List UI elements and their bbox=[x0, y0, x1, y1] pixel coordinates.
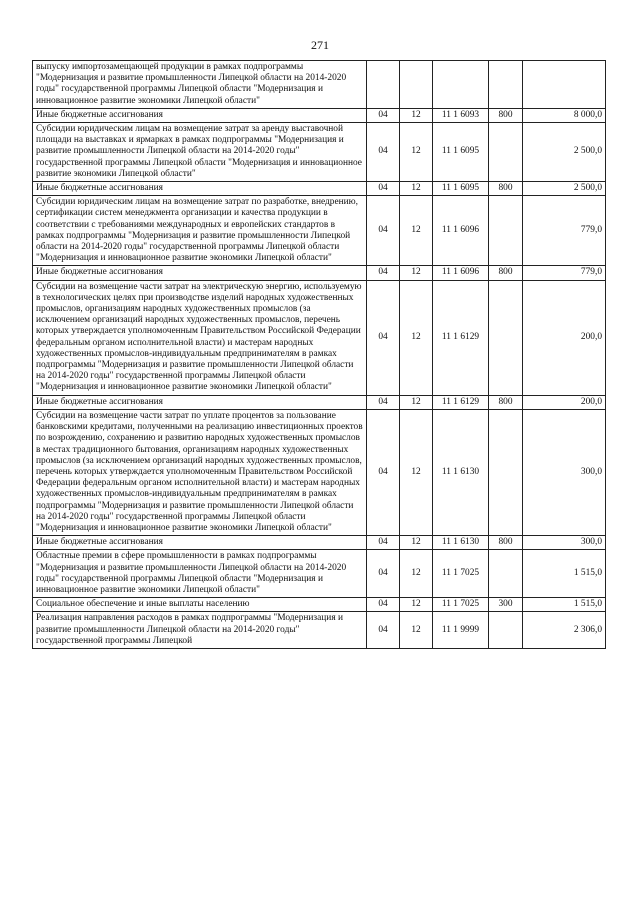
table-row bbox=[33, 409, 606, 535]
row-name: Субсидии на возмещение части затрат по уплате процентов за пользование банковскими кредитами, полученными на реализацию инвестиционных проектов по возрождению, сохранению и развитию народных художественных промыслов в местах традиционного бытования, организациям народных художественных промыслов (за исключением организаций народных художественных промыслов, перечень которых утверждается уполномоченным Правительством Российской Федерации федеральным органом исполнительной власти) и мастерам народных художественных промыслов-индивидуальным предпринимателям в рамках подпрограммы "Модернизация и развитие промышленности Липецкой области на 2014-2020 годы" государственной программы Липецкой области "Модернизация и инновационное развитие экономики Липецкой области" bbox=[33, 409, 367, 535]
row-article: 11 1 6093 bbox=[433, 108, 489, 122]
row-subsection: 12 bbox=[400, 196, 433, 266]
row-amount: 779,0 bbox=[523, 266, 606, 280]
row-subsection: 12 bbox=[400, 409, 433, 535]
row-name: Субсидии на возмещение части затрат на электрическую энергию, используемую в технологических целях при производстве изделий народных художественных промыслов, организациям народных художественных промыслов (за исключением организаций народных художественных промыслов, перечень которых утверждается уполномоченным Правительством Российской Федерации федеральным органом исполнительной власти) и мастерам народных художественных промыслов-индивидуальным предпринимателям в рамках подпрограммы "Модернизация и развитие промышленности Липецкой области на 2014-2020 годы" государственной программы Липецкой области "Модернизация и инновационное развитие экономики Липецкой области" bbox=[33, 280, 367, 395]
row-name: Социальное обеспечение и иные выплаты населению bbox=[33, 598, 367, 612]
row-section: 04 bbox=[367, 536, 400, 550]
row-amount: 2 500,0 bbox=[523, 182, 606, 196]
row-article bbox=[433, 61, 489, 109]
row-name: Иные бюджетные ассигнования bbox=[33, 108, 367, 122]
budget-table bbox=[32, 60, 606, 649]
row-article: 11 1 6096 bbox=[433, 196, 489, 266]
row-expense-type: 300 bbox=[489, 598, 523, 612]
row-expense-type bbox=[489, 123, 523, 182]
row-expense-type bbox=[489, 550, 523, 598]
row-expense-type bbox=[489, 61, 523, 109]
row-amount: 300,0 bbox=[523, 409, 606, 535]
row-section: 04 bbox=[367, 280, 400, 395]
row-subsection: 12 bbox=[400, 395, 433, 409]
row-section: 04 bbox=[367, 266, 400, 280]
row-amount: 200,0 bbox=[523, 280, 606, 395]
table-row bbox=[33, 196, 606, 266]
row-expense-type bbox=[489, 280, 523, 395]
row-expense-type: 800 bbox=[489, 108, 523, 122]
row-article: 11 1 9999 bbox=[433, 612, 489, 649]
row-article: 11 1 6095 bbox=[433, 182, 489, 196]
row-article: 11 1 6129 bbox=[433, 280, 489, 395]
row-subsection: 12 bbox=[400, 598, 433, 612]
row-section: 04 bbox=[367, 395, 400, 409]
table-row bbox=[33, 550, 606, 598]
page-number: 271 bbox=[311, 38, 329, 52]
row-subsection: 12 bbox=[400, 123, 433, 182]
row-amount: 779,0 bbox=[523, 196, 606, 266]
row-section: 04 bbox=[367, 598, 400, 612]
row-amount: 1 515,0 bbox=[523, 598, 606, 612]
table-row bbox=[33, 266, 606, 280]
row-subsection: 12 bbox=[400, 266, 433, 280]
row-subsection: 12 bbox=[400, 550, 433, 598]
row-article: 11 1 6130 bbox=[433, 409, 489, 535]
table-row bbox=[33, 598, 606, 612]
row-article: 11 1 6129 bbox=[433, 395, 489, 409]
row-subsection: 12 bbox=[400, 280, 433, 395]
row-amount: 1 515,0 bbox=[523, 550, 606, 598]
row-article: 11 1 7025 bbox=[433, 550, 489, 598]
row-amount: 300,0 bbox=[523, 536, 606, 550]
row-amount: 8 000,0 bbox=[523, 108, 606, 122]
row-article: 11 1 6130 bbox=[433, 536, 489, 550]
table-row bbox=[33, 182, 606, 196]
row-expense-type: 800 bbox=[489, 395, 523, 409]
row-expense-type bbox=[489, 409, 523, 535]
row-expense-type bbox=[489, 196, 523, 266]
row-amount: 2 500,0 bbox=[523, 123, 606, 182]
row-amount bbox=[523, 61, 606, 109]
row-amount: 200,0 bbox=[523, 395, 606, 409]
row-name: Областные премии в сфере промышленности в рамках подпрограммы "Модернизация и развитие промышленности Липецкой области на 2014-2020 годы" государственной программы Липецкой области "Модернизация и инновационное развитие экономики Липецкой области" bbox=[33, 550, 367, 598]
row-subsection bbox=[400, 61, 433, 109]
table-row bbox=[33, 395, 606, 409]
row-name: Иные бюджетные ассигнования bbox=[33, 182, 367, 196]
row-article: 11 1 6096 bbox=[433, 266, 489, 280]
row-name: Иные бюджетные ассигнования bbox=[33, 266, 367, 280]
table-row bbox=[33, 123, 606, 182]
row-expense-type bbox=[489, 612, 523, 649]
table-row bbox=[33, 108, 606, 122]
row-subsection: 12 bbox=[400, 612, 433, 649]
row-name: Реализация направления расходов в рамках подпрограммы "Модернизация и развитие промышленности Липецкой области на 2014-2020 годы" государственной программы Липецкой bbox=[33, 612, 367, 649]
row-expense-type: 800 bbox=[489, 266, 523, 280]
row-section: 04 bbox=[367, 409, 400, 535]
row-article: 11 1 7025 bbox=[433, 598, 489, 612]
row-section: 04 bbox=[367, 550, 400, 598]
row-section bbox=[367, 61, 400, 109]
row-name: Иные бюджетные ассигнования bbox=[33, 395, 367, 409]
row-subsection: 12 bbox=[400, 108, 433, 122]
row-section: 04 bbox=[367, 196, 400, 266]
row-expense-type: 800 bbox=[489, 536, 523, 550]
row-name: Субсидии юридическим лицам на возмещение затрат по разработке, внедрению, сертификации систем менеджмента организации и качества продукции в соответствии с требованиями международных и европейских стандартов в рамках подпрограммы "Модернизация и развитие промышленности Липецкой области на 2014-2020 годы" государственной программы Липецкой области "Модернизация и инновационное развитие экономики Липецкой области" bbox=[33, 196, 367, 266]
row-expense-type: 800 bbox=[489, 182, 523, 196]
table-row bbox=[33, 536, 606, 550]
row-section: 04 bbox=[367, 612, 400, 649]
table-row bbox=[33, 280, 606, 395]
row-section: 04 bbox=[367, 108, 400, 122]
table-row bbox=[33, 61, 606, 109]
row-subsection: 12 bbox=[400, 536, 433, 550]
row-section: 04 bbox=[367, 123, 400, 182]
row-subsection: 12 bbox=[400, 182, 433, 196]
row-amount: 2 306,0 bbox=[523, 612, 606, 649]
row-article: 11 1 6095 bbox=[433, 123, 489, 182]
row-section: 04 bbox=[367, 182, 400, 196]
row-name: Иные бюджетные ассигнования bbox=[33, 536, 367, 550]
table-row bbox=[33, 612, 606, 649]
row-name: выпуску импортозамещающей продукции в рамках подпрограммы "Модернизация и развитие промышленности Липецкой области на 2014-2020 годы" государственной программы Липецкой области "Модернизация и инновационное развитие экономики Липецкой области" bbox=[33, 61, 367, 109]
row-name: Субсидии юридическим лицам на возмещение затрат за аренду выставочной площади на выставках и ярмарках в рамках подпрограммы "Модернизация и развитие промышленности Липецкой области на 2014-2020 годы" государственной программы Липецкой области "Модернизация и инновационное развитие экономики Липецкой области" bbox=[33, 123, 367, 182]
